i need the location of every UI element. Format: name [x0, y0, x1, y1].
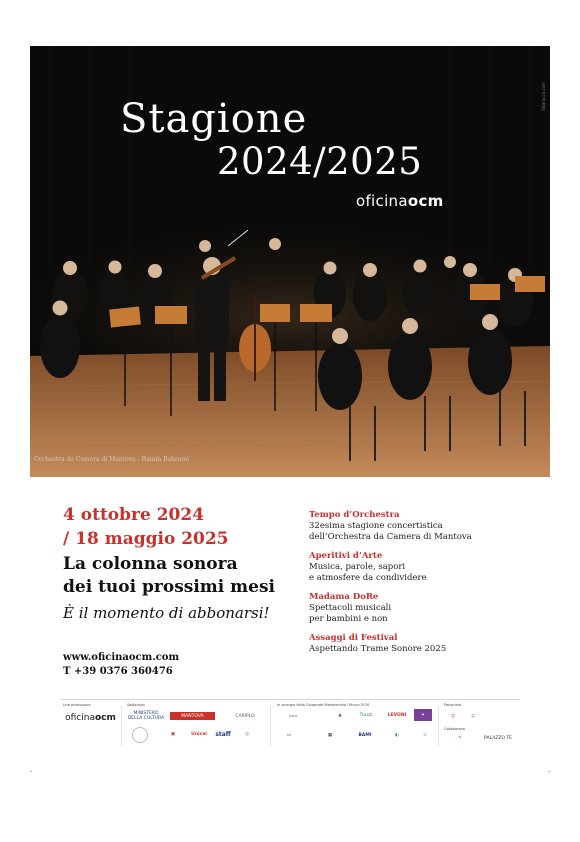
- event-desc: 32esima stagione concertistica: [309, 521, 443, 531]
- footer-separator: [438, 706, 439, 746]
- sponsor-logo: ▭: [286, 732, 292, 738]
- event-title: Assaggi di Festival: [309, 633, 398, 643]
- event-item: [309, 633, 539, 655]
- leaf-logo-icon: ▲: [338, 712, 342, 718]
- tagline: [63, 553, 275, 599]
- bami-logo: BAMI: [358, 732, 372, 738]
- sponsor-logo: ▦: [327, 732, 333, 738]
- collab-logo: ✎: [458, 735, 462, 741]
- event-desc: dell’Orchestra da Camera di Mantova: [309, 532, 472, 542]
- date-start: 4 ottobre 2024: [63, 505, 205, 525]
- staff-logo: staff: [215, 730, 231, 738]
- unical-logo: Unical: [191, 731, 207, 737]
- event-title: Tempo d’Orchestra: [309, 510, 400, 520]
- event-title: Aperitivi d’Arte: [309, 551, 383, 561]
- poster-title-season: Stagione: [120, 96, 308, 142]
- patronage-crest-icon: ⛨: [451, 714, 455, 720]
- phone-number: T +39 0376 360476: [63, 666, 173, 677]
- membership-heading: In sinergia della Corporate Membership Oficina OCM: [277, 703, 369, 707]
- sponsor-logo-icon: ♔: [422, 732, 428, 738]
- oficina-ocm-logo: [356, 192, 444, 210]
- event-desc: Aspettando Trame Sonore 2025: [309, 644, 447, 654]
- event-desc: per bambini e non: [309, 614, 388, 624]
- event-list: [309, 510, 539, 663]
- crop-mark: [30, 771, 32, 772]
- collab-heading: Collaborano: [444, 727, 465, 731]
- patronage-crest-icon: ⛨: [471, 714, 475, 720]
- logo-light-text: oficina: [356, 192, 408, 210]
- event-desc: Musica, parole, sapori: [309, 562, 406, 572]
- footer-separator: [270, 706, 271, 746]
- subscription-cta: È il momento di abbonarsi!: [63, 604, 270, 622]
- producer-logo-light: oficina: [65, 712, 95, 723]
- website-link[interactable]: www.oficinaocm.com: [63, 652, 180, 663]
- support-heading: Sostenuto: [127, 703, 145, 707]
- poster-photo: [30, 46, 550, 477]
- production-heading: Una produzione: [63, 703, 91, 707]
- sponsor-logo-icon: ◐: [395, 732, 399, 738]
- event-item: [309, 551, 539, 584]
- patronage-heading: Patrocinio: [444, 703, 462, 707]
- date-end: / 18 maggio 2025: [63, 529, 229, 549]
- contact-info: [63, 651, 179, 679]
- levoni-logo: LEVONI: [387, 713, 407, 718]
- colorful-logo-icon: ✦: [414, 709, 432, 721]
- event-item: [309, 592, 539, 625]
- institution-seal-icon: [132, 727, 148, 743]
- red-emblem-icon: ▣: [170, 731, 176, 737]
- ministero-cultura-logo: MINISTERO DELLA CULTURA: [127, 711, 165, 721]
- tagline-line-2: dei tuoi prossimi mesi: [63, 577, 275, 597]
- crop-mark: [548, 771, 550, 772]
- mantova-logo: MANTOVA: [170, 712, 215, 720]
- poster-title-years: 2024/2025: [217, 140, 423, 183]
- producer-logo: [63, 711, 118, 725]
- event-title: Madama DoRe: [309, 592, 379, 602]
- truzzi-logo: Truzzi: [359, 713, 373, 718]
- swirl-logo-icon: ◎: [245, 731, 249, 737]
- footer-separator: [121, 706, 122, 746]
- photo-caption: Orchestra da Camera di Mantova - Ramin Bahrami: [34, 456, 190, 463]
- photo-credit: fotoracca.com: [541, 82, 546, 111]
- footer-divider: [60, 699, 520, 700]
- producer-logo-bold: ocm: [94, 712, 116, 723]
- logo-bold-text: ocm: [407, 192, 444, 210]
- sponsor-logo: ▭▭: [288, 713, 298, 719]
- cariplo-logo: CARIPLO: [235, 713, 255, 719]
- season-dates: [63, 503, 229, 551]
- tagline-line-1: La colonna sonora: [63, 554, 238, 574]
- palazzo-te-logo: PALAZZO TE: [484, 735, 512, 741]
- event-desc: e atmosfere da condividere: [309, 573, 427, 583]
- event-desc: Spettacoli musicali: [309, 603, 392, 613]
- event-item: [309, 510, 539, 543]
